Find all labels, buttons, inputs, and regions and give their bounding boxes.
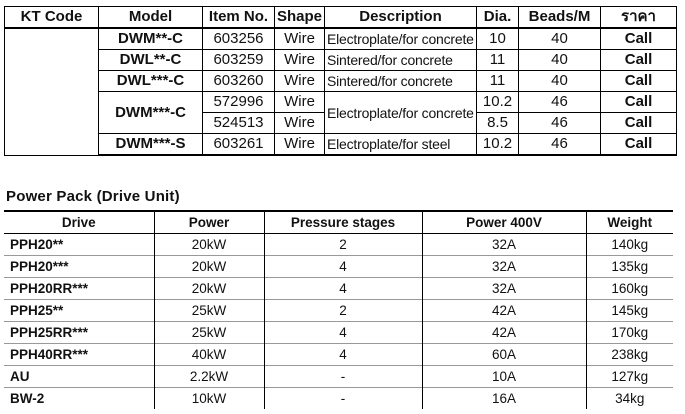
shape-cell: Wire (275, 134, 325, 156)
drive-cell: PPH25RR*** (4, 322, 154, 344)
stages-cell: 4 (264, 256, 422, 278)
power-cell: 20kW (154, 278, 264, 300)
header-beads: Beads/M (519, 7, 601, 29)
drive-cell: PPH25** (4, 300, 154, 322)
power-cell: 20kW (154, 256, 264, 278)
power-400v-cell: 42A (422, 300, 586, 322)
weight-cell: 145kg (611, 303, 649, 318)
beads-cell: 46 (519, 134, 601, 156)
model-cell: DWM***-C (99, 92, 203, 134)
header-description: Description (325, 7, 477, 29)
beads-cell: 46 (519, 113, 601, 134)
header-drive: Drive (4, 211, 154, 234)
price-cell: Call (601, 50, 677, 71)
dia-cell: 11 (477, 71, 519, 92)
dia-cell: 10 (477, 28, 519, 50)
price-cell: Call (601, 92, 677, 113)
power-400v-cell: 32A (422, 256, 586, 278)
description-cell: Sintered/for concrete (325, 50, 477, 71)
item-no-cell: 603259 (203, 50, 275, 71)
stages-cell: 4 (264, 322, 422, 344)
shape-cell: Wire (275, 113, 325, 134)
price-cell: Call (601, 28, 677, 50)
description-cell: Sintered/for concrete (325, 71, 477, 92)
header-pressure-stages: Pressure stages (264, 211, 422, 234)
model-cell: DWM**-C (99, 28, 203, 50)
power-cell: 2.2kW (154, 366, 264, 388)
table-row (5, 28, 677, 50)
weight-cell: 135kg (611, 259, 649, 274)
dia-cell: 10.2 (477, 92, 519, 113)
header-power-400v: Power 400V (422, 211, 586, 234)
wire-products-table (4, 6, 677, 156)
model-cell: DWL***-C (99, 71, 203, 92)
price-cell: Call (601, 134, 677, 156)
beads-cell: 46 (519, 92, 601, 113)
drive-cell: PPH20RR*** (4, 278, 154, 300)
description-cell: Electroplate/for steel (325, 134, 477, 156)
kt-code-cell (5, 28, 99, 155)
weight-cell: 127kg (611, 369, 649, 384)
weight-cell: 170kg (611, 325, 649, 340)
model-cell: DWL**-C (99, 50, 203, 71)
beads-cell: 40 (519, 28, 601, 50)
dia-cell: 11 (477, 50, 519, 71)
dia-cell: 10.2 (477, 134, 519, 156)
power-400v-cell: 32A (422, 278, 586, 300)
header-kt-code: KT Code (5, 7, 99, 29)
shape-cell: Wire (275, 50, 325, 71)
drive-cell: PPH40RR*** (4, 344, 154, 366)
description-cell: Electroplate/for concrete (325, 92, 477, 134)
header-item-no: Item No. (203, 7, 275, 29)
item-no-cell: 524513 (203, 113, 275, 134)
item-no-cell: 603261 (203, 134, 275, 156)
weight-cell: 238kg (611, 347, 649, 362)
table-row (4, 300, 673, 322)
power-400v-cell: 32A (422, 234, 586, 256)
stages-cell: - (264, 366, 422, 388)
weight-cell: 34kg (615, 391, 645, 406)
section-title: Power Pack (Drive Unit) (6, 188, 180, 205)
stages-cell: 4 (264, 278, 422, 300)
beads-cell: 40 (519, 50, 601, 71)
model-cell: DWM***-S (99, 134, 203, 156)
header-power: Power (154, 211, 264, 234)
table-row (5, 134, 677, 156)
price-cell: Call (601, 71, 677, 92)
stages-cell: 2 (264, 300, 422, 322)
power-cell: 25kW (154, 300, 264, 322)
power-400v-cell: 10A (422, 366, 586, 388)
item-no-cell: 572996 (203, 92, 275, 113)
dia-cell: 8.5 (477, 113, 519, 134)
table-row (4, 344, 673, 366)
beads-cell: 40 (519, 71, 601, 92)
power-400v-cell: 60A (422, 344, 586, 366)
stages-cell: 4 (264, 344, 422, 366)
table-row (4, 388, 673, 410)
power-400v-cell: 42A (422, 322, 586, 344)
table-row (4, 234, 673, 256)
weight-cell: 140kg (611, 237, 649, 252)
drive-cell: PPH20** (4, 234, 154, 256)
stages-cell: - (264, 388, 422, 410)
drive-cell: BW-2 (4, 388, 154, 410)
power-pack-table (4, 210, 673, 409)
shape-cell: Wire (275, 71, 325, 92)
stages-cell: 2 (264, 234, 422, 256)
table-header-row (5, 7, 677, 29)
shape-cell: Wire (275, 92, 325, 113)
header-model: Model (99, 7, 203, 29)
table-row (4, 322, 673, 344)
table-header-row (4, 211, 673, 234)
weight-cell: 160kg (611, 281, 649, 296)
table-row (5, 50, 677, 71)
header-shape: Shape (275, 7, 325, 29)
table-row (4, 278, 673, 300)
drive-cell: PPH20*** (4, 256, 154, 278)
power-cell: 40kW (154, 344, 264, 366)
power-cell: 10kW (154, 388, 264, 410)
power-cell: 25kW (154, 322, 264, 344)
item-no-cell: 603256 (203, 28, 275, 50)
table-row (5, 92, 677, 113)
shape-cell: Wire (275, 28, 325, 50)
price-cell: Call (601, 113, 677, 134)
header-price: ราคา (601, 7, 677, 29)
description-cell: Electroplate/for concrete (325, 28, 477, 50)
table-row (5, 71, 677, 92)
item-no-cell: 603260 (203, 71, 275, 92)
power-cell: 20kW (154, 234, 264, 256)
drive-cell: AU (4, 366, 154, 388)
table-row (4, 366, 673, 388)
header-dia: Dia. (477, 7, 519, 29)
table-row (4, 256, 673, 278)
header-weight: Weight (586, 211, 673, 234)
power-400v-cell: 16A (422, 388, 586, 410)
